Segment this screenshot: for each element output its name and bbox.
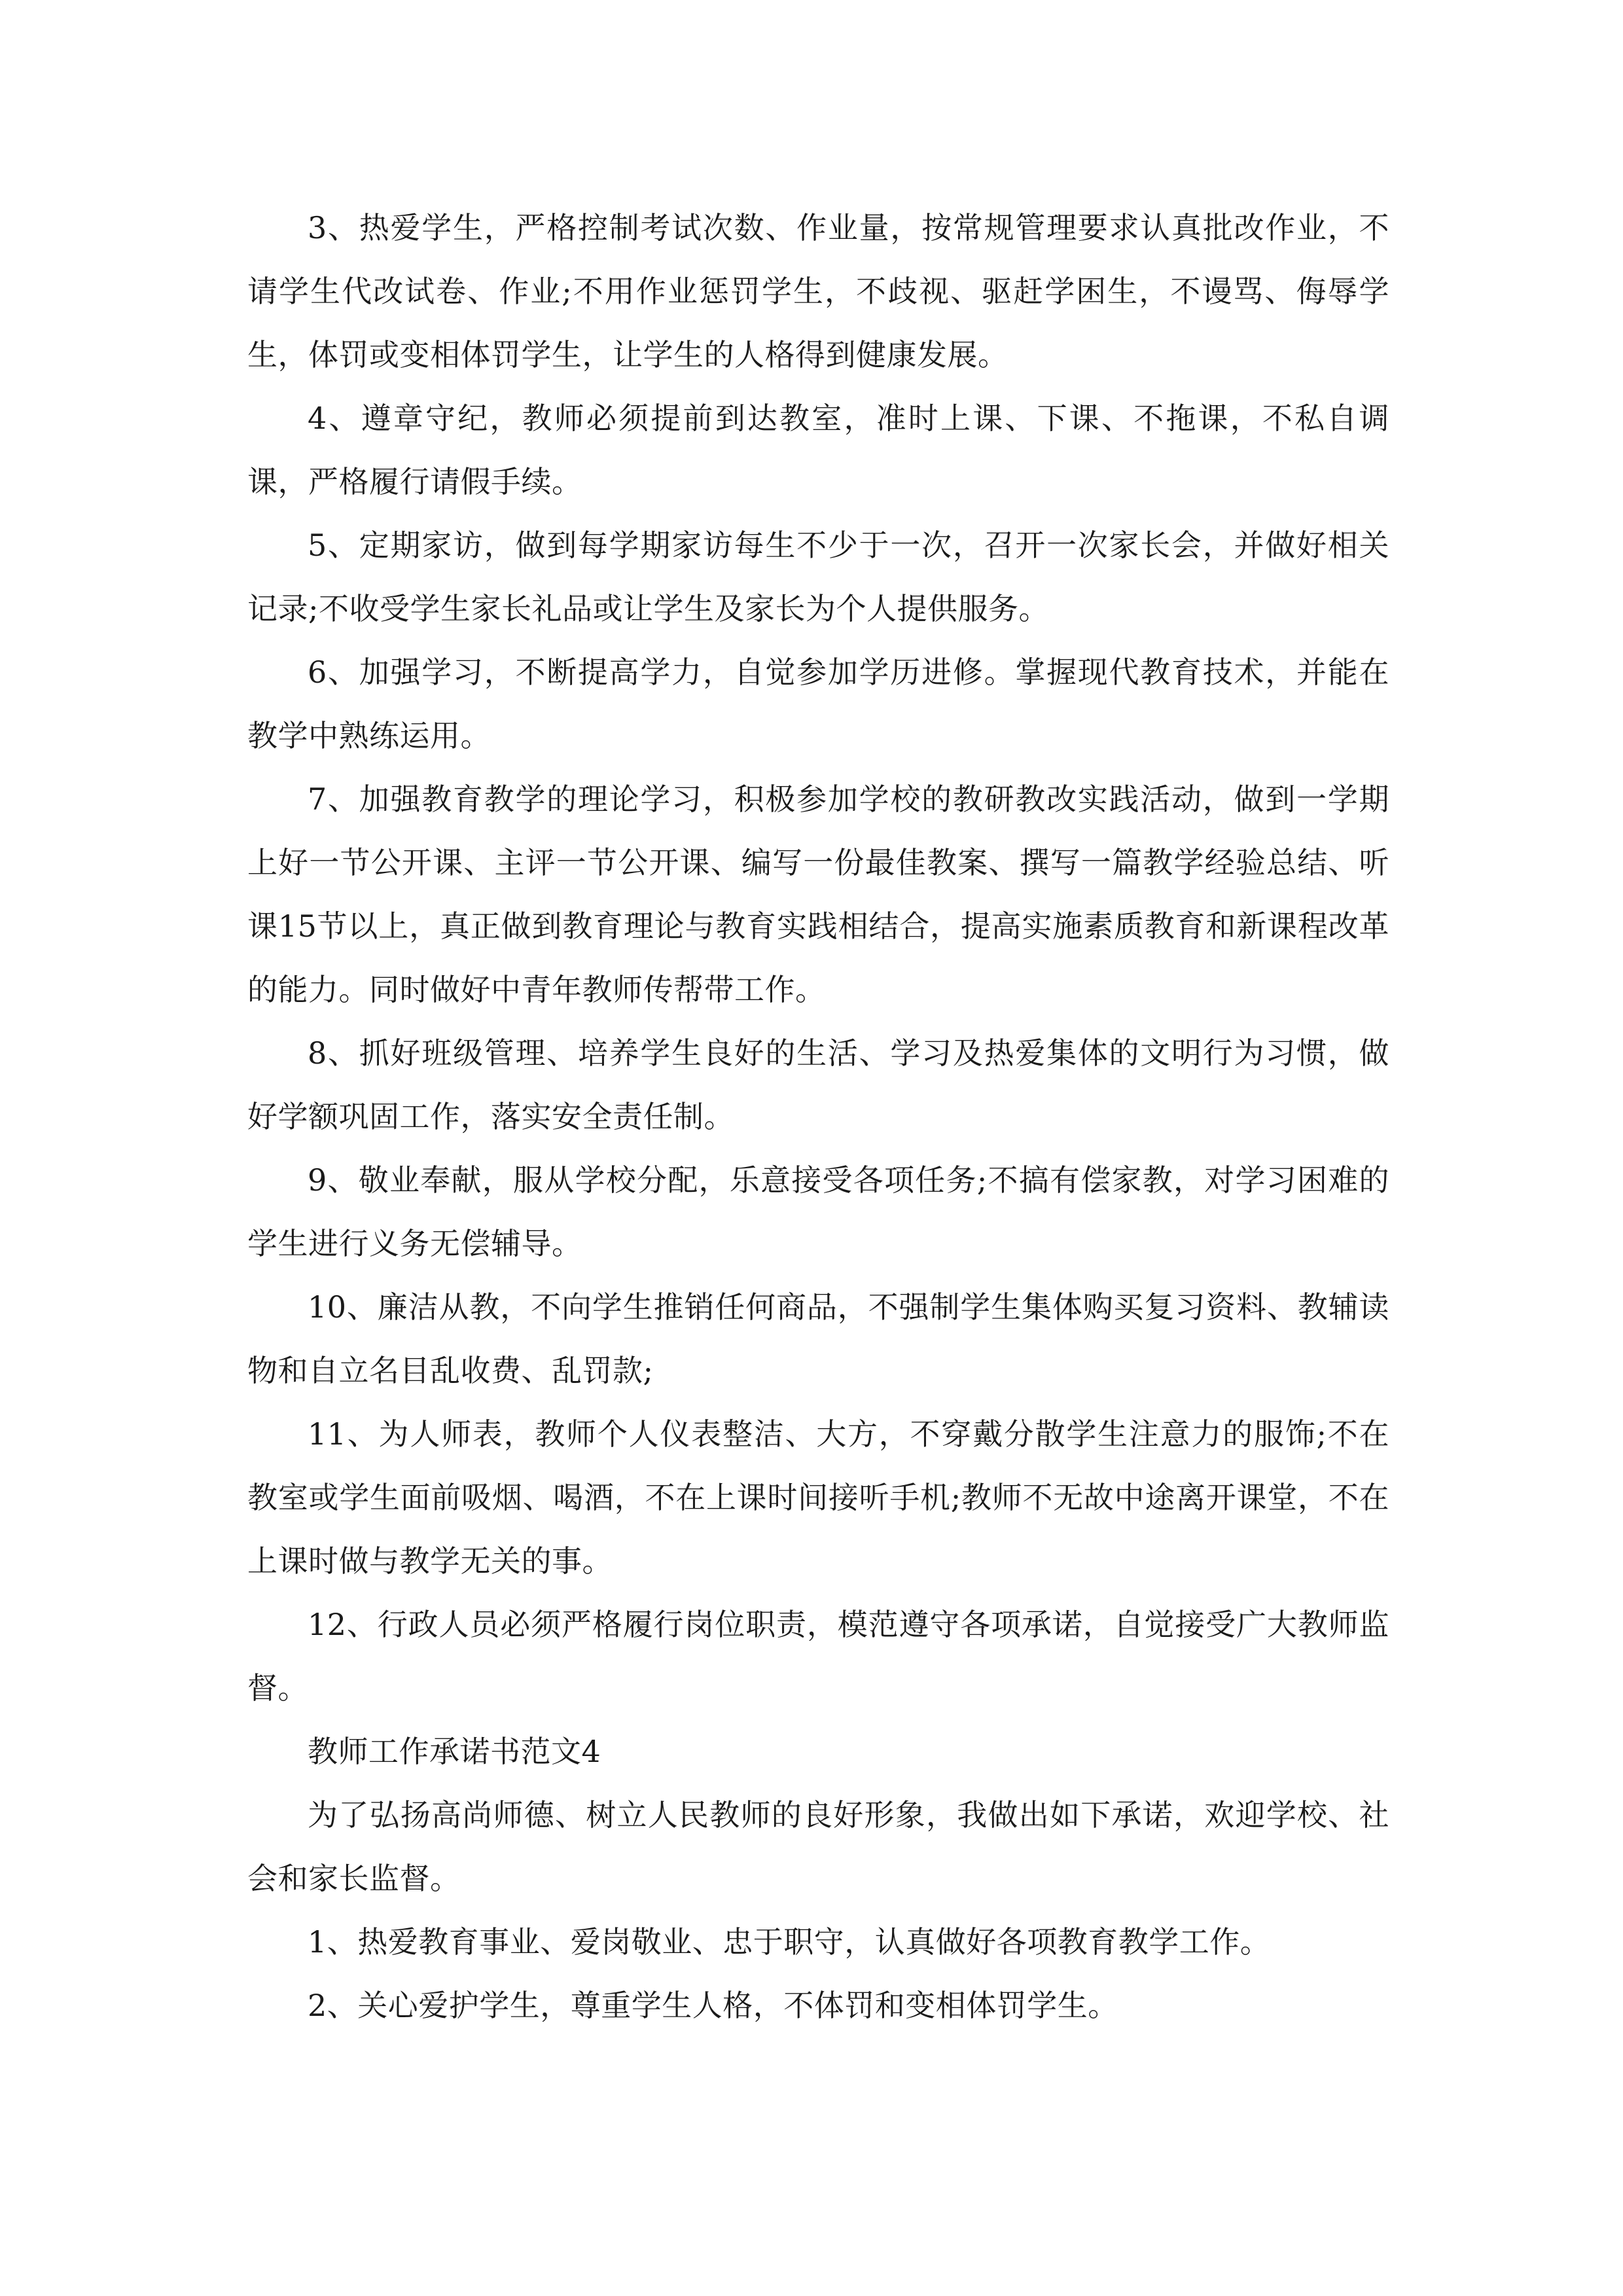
paragraph-item-10: 10、廉洁从教，不向学生推销任何商品，不强制学生集体购买复习资料、教辅读物和自立名目乱收费、乱罚款; (247, 1289, 1389, 1388)
paragraph-item-4: 4、遵章守纪，教师必须提前到达教室，准时上课、下课、不拖课，不私自调课，严格履行请假手续。 (247, 401, 1389, 499)
section-title: 教师工作承诺书范文4 (308, 1734, 601, 1769)
paragraph-item-3: 3、热爱学生，严格控制考试次数、作业量，按常规管理要求认真批改作业，不请学生代改试卷、作业;不用作业惩罚学生，不歧视、驱赶学困生，不谩骂、侮辱学生，体罚或变相体罚学生，让学生的人格得到健康发展。 (247, 210, 1389, 372)
section-item-2: 2、关心爱护学生，尊重学生人格，不体罚和变相体罚学生。 (308, 1988, 1118, 2023)
paragraph-item-11: 11、为人师表，教师个人仪表整洁、大方，不穿戴分散学生注意力的服饰;不在教室或学生面前吸烟、喝酒，不在上课时间接听手机;教师不无故中途离开课堂，不在上课时做与教学无关的事。 (247, 1416, 1389, 1579)
paragraph-item-9: 9、敬业奉献，服从学校分配，乐意接受各项任务;不搞有偿家教，对学习困难的学生进行义务无偿辅导。 (247, 1162, 1389, 1261)
section-intro-paragraph: 为了弘扬高尚师德、树立人民教师的良好形象，我做出如下承诺，欢迎学校、社会和家长监督。 (247, 1797, 1389, 1896)
paragraph-item-12: 12、行政人员必须严格履行岗位职责，模范遵守各项承诺，自觉接受广大教师监督。 (247, 1607, 1389, 1706)
paragraph-item-5: 5、定期家访，做到每学期家访每生不少于一次，召开一次家长会，并做好相关记录;不收受学生家长礼品或让学生及家长为个人提供服务。 (247, 528, 1389, 626)
paragraph-item-6: 6、加强学习，不断提高学力，自觉参加学历进修。掌握现代教育技术，并能在教学中熟练运用。 (247, 655, 1389, 753)
paragraph-item-8: 8、抓好班级管理、培养学生良好的生活、学习及热爱集体的文明行为习惯，做好学额巩固工作，落实安全责任制。 (247, 1035, 1389, 1134)
document-body (247, 196, 1389, 2037)
paragraph-item-7: 7、加强教育教学的理论学习，积极参加学校的教研教改实践活动，做到一学期上好一节公开课、主评一节公开课、编写一份最佳教案、撰写一篇教学经验总结、听课15节以上，真正做到教育理论与教育实践相结合，提高实施素质教育和新课程改革的能力。同时做好中青年教师传帮带工作。 (247, 781, 1389, 1007)
section-item-1: 1、热爱教育事业、爱岗敬业、忠于职守，认真做好各项教育教学工作。 (308, 1924, 1271, 1960)
